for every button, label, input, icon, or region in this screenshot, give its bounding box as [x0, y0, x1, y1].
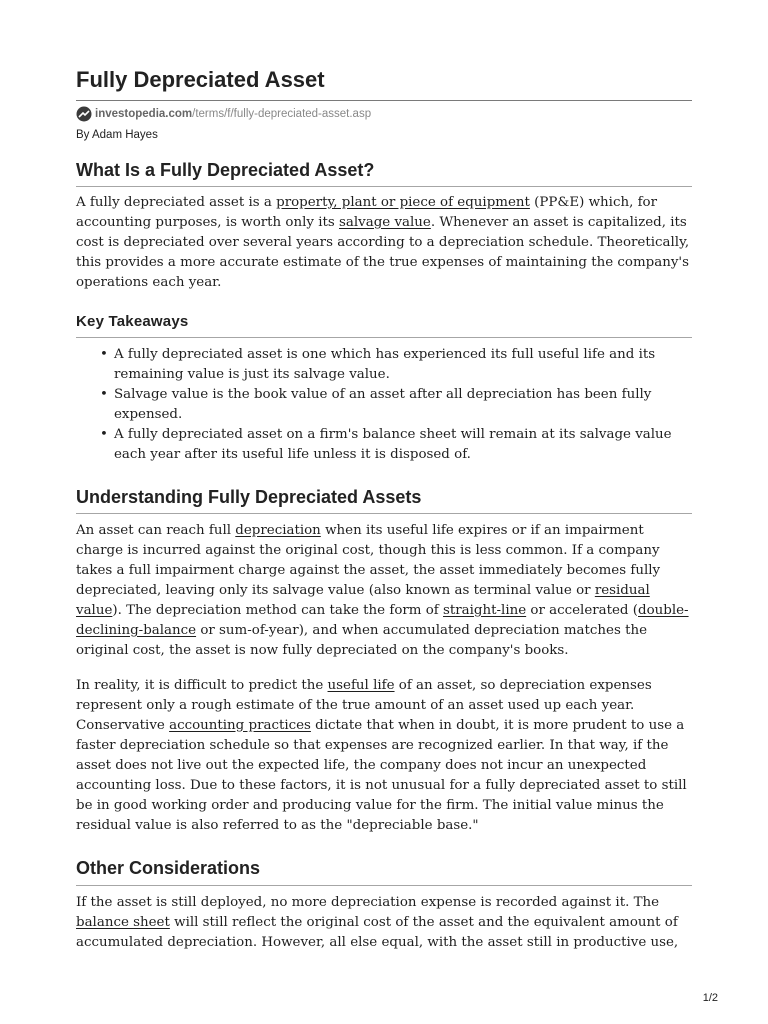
- text-run: or sum-of-year), and when accumulated depreciation matches the original cost, the asset is now fully depreciated on the company's books.: [76, 623, 648, 658]
- text-run: . Whenever an asset is capitalized, its cost is depreciated over several years according to a depreciation schedule. Theoretically, this provides a more accurate estimate of the true expenses of maintaining the company's operations each year.: [76, 215, 690, 290]
- text-run: or accelerated (: [526, 603, 638, 618]
- text-run: will still reflect the original cost of the asset and the equivalent amount of accumulated depreciation. However, all else equal, with the asset still in productive use,: [76, 915, 679, 950]
- text-run: An asset can reach full: [76, 523, 236, 538]
- section-heading-what-is: What Is a Fully Depreciated Asset?: [76, 160, 375, 180]
- link-useful-life[interactable]: useful life: [327, 678, 395, 693]
- text-run: If the asset is still deployed, no more depreciation expense is recorded against it. The: [76, 895, 660, 910]
- key-takeaways-heading: Key Takeaways: [76, 313, 189, 330]
- link-double-declining-balance[interactable]: double-declining-balance: [76, 603, 689, 638]
- section-heading-understanding: Understanding Fully Depreciated Assets: [76, 487, 422, 507]
- link-residual-value[interactable]: residual value: [76, 583, 650, 618]
- text-run: In reality, it is difficult to predict the: [76, 678, 328, 693]
- page-title: Fully Depreciated Asset: [76, 67, 325, 92]
- text-run: (PP&E) which, for accounting purposes, is worth only its: [76, 195, 658, 230]
- section-heading-other-considerations: Other Considerations: [76, 858, 261, 878]
- source-url[interactable]: [76, 106, 371, 122]
- link-straight-line[interactable]: straight-line: [443, 603, 527, 618]
- source-path: /terms/f/fully-depreciated-asset.asp: [192, 108, 372, 120]
- title-divider: [76, 100, 692, 101]
- key-takeaways-list: [76, 345, 692, 465]
- section-divider: [76, 513, 692, 514]
- source-domain: investopedia.com: [95, 108, 193, 120]
- list-item: • Salvage value is the book value of an asset after all depreciation has been fully expensed.: [114, 385, 692, 425]
- text-run: dictate that when in doubt, it is more prudent to use a faster depreciation schedule so that expenses are recognized earlier. In that way, if the asset does not live out the expected life, the company does not incur an unexpected accounting loss. Due to these factors, it is not unusual for a fully depreciated asset to still be in good working order and producing value for the firm. The initial value minus the residual value is also referred to as the "depreciable base.": [76, 718, 687, 833]
- section-divider: [76, 186, 692, 187]
- link-salvage-value[interactable]: salvage value: [339, 215, 431, 230]
- list-item: • A fully depreciated asset on a firm's balance sheet will remain at its salvage value each year after its useful life unless it is disposed of.: [114, 425, 692, 465]
- investopedia-logo-icon: [76, 106, 92, 122]
- text-run: when its useful life expires or if an impairment charge is incurred against the original cost, though this is less common. If a company takes a full impairment charge against the asset, the asset immediately becomes fully depreciated, leaving only its salvage value (also known as terminal value or: [76, 523, 661, 598]
- section3-paragraph: [76, 893, 692, 953]
- list-item: • A fully depreciated asset is one which has experienced its full useful life and its remaining value is just its salvage value.: [114, 345, 692, 385]
- author-byline: By Adam Hayes: [76, 129, 158, 141]
- link-balance-sheet[interactable]: balance sheet: [76, 915, 170, 930]
- page-number: 1/2: [702, 992, 718, 1004]
- text-run: ). The depreciation method can take the form of: [112, 603, 444, 618]
- link-ppe[interactable]: property, plant or piece of equipment: [276, 195, 530, 210]
- link-depreciation[interactable]: depreciation: [235, 523, 321, 538]
- section-divider: [76, 337, 692, 338]
- text-run: of an asset, so depreciation expenses represent only a rough estimate of the true amount of an asset used up each year. Conservative: [76, 678, 652, 733]
- section1-paragraph: [76, 193, 692, 293]
- section-divider: [76, 885, 692, 886]
- section2-paragraph-1: [76, 521, 692, 661]
- text-run: A fully depreciated asset is a: [76, 195, 277, 210]
- link-accounting-practices[interactable]: accounting practices: [169, 718, 311, 733]
- section2-paragraph-2: [76, 676, 692, 836]
